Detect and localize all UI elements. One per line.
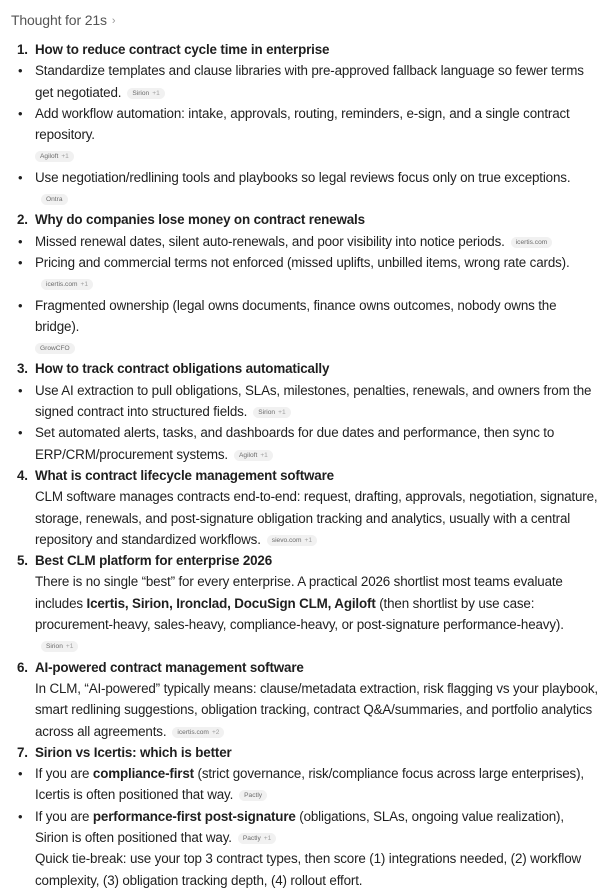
list-item <box>0 60 607 103</box>
bullet-text: Use AI extraction to pull obligations, SLAs, milestones, penalties, renewals, and owners from the signed contract into structured fields. <box>35 382 592 420</box>
bullet-text: Fragmented ownership (legal owns documents, finance owns outcomes, nobody owns the bridge). <box>35 297 557 334</box>
source-extra: +1 <box>80 281 89 289</box>
bullet-text: If you are <box>35 808 93 824</box>
source-pill[interactable] <box>41 279 93 290</box>
source-extra: +1 <box>152 89 160 97</box>
paragraph-text: Quick tie-break: use your top 3 contract types, then score (1) integrations needed, (2) workflow complexity, (3) obligation tracking depth, (4) rollout effort. <box>35 851 582 888</box>
source-pill[interactable] <box>267 535 317 546</box>
list-number: 3. <box>17 361 28 377</box>
section-heading <box>0 657 607 678</box>
source-pill[interactable] <box>239 790 267 801</box>
bullet-icon: • <box>18 766 23 782</box>
bullet-text: If you are <box>35 766 93 782</box>
source-pill[interactable] <box>238 833 277 844</box>
bullet-icon: • <box>18 105 23 121</box>
source-pill[interactable] <box>127 88 164 99</box>
bullet-text: Pricing and commercial terms not enforced (missed uplifts, unbilled items, wrong rate cards). <box>35 254 570 270</box>
source-name: Sirion <box>46 643 63 651</box>
source-pill[interactable] <box>253 407 290 418</box>
source-pill[interactable] <box>172 727 224 738</box>
section-paragraph <box>0 571 607 656</box>
list-item <box>0 422 607 465</box>
section-heading <box>0 550 607 571</box>
paragraph-bold-text: Icertis, Sirion, Ironclad, DocuSign CLM, Agiloft <box>86 595 376 611</box>
section-heading <box>0 209 607 230</box>
bullet-text: Add workflow automation: intake, approvals, routing, reminders, e-sign, and a single contract repository. <box>35 105 570 143</box>
bullet-icon: • <box>18 382 23 398</box>
source-pill[interactable] <box>41 194 68 205</box>
bullet-icon: • <box>18 425 23 441</box>
heading-text: How to track contract obligations automatically <box>35 361 330 377</box>
source-name: Sirion <box>258 409 276 417</box>
source-name: Pactly <box>242 834 261 842</box>
heading-text: AI-powered contract management software <box>35 659 304 675</box>
list-item <box>0 295 607 359</box>
bullet-icon: • <box>18 169 23 185</box>
source-name: icertis.com <box>177 728 209 736</box>
bullet-bold-text: performance-first post-signature <box>92 808 296 824</box>
bullet-bold-text: compliance-first <box>92 766 194 782</box>
list-item <box>0 806 607 849</box>
list-item <box>0 252 607 295</box>
source-extra: +1 <box>278 409 286 417</box>
answer-content <box>0 39 607 891</box>
section-paragraph <box>0 678 607 742</box>
source-pill[interactable] <box>511 237 553 248</box>
source-pill[interactable] <box>35 151 74 162</box>
heading-text: Best CLM platform for enterprise 2026 <box>35 553 273 569</box>
thought-label: Thought for 21s <box>11 12 107 28</box>
closing-paragraph <box>0 848 607 891</box>
source-name: Agiloft <box>239 451 258 459</box>
source-extra: +1 <box>61 153 69 161</box>
bullet-text: Missed renewal dates, silent auto-renewals, and poor visibility into notice periods. <box>35 233 505 249</box>
section-heading <box>0 39 607 60</box>
source-extra: +1 <box>65 643 74 651</box>
source-pill[interactable] <box>41 641 78 652</box>
paragraph-text: There is no single “best” for every enterprise. A practical 2026 shortlist most teams evaluate includes <box>35 574 563 611</box>
section-paragraph <box>0 486 607 550</box>
bullet-icon: • <box>18 233 23 249</box>
thought-toggle[interactable] <box>11 9 607 31</box>
heading-text: How to reduce contract cycle time in enterprise <box>35 42 330 57</box>
section-heading <box>0 465 607 486</box>
bullet-text: Use negotiation/redlining tools and playbooks so legal reviews focus only on true exceptions. <box>35 169 571 185</box>
source-name: icertis.com <box>46 281 78 289</box>
source-name: Ontra <box>46 196 63 204</box>
paragraph-text: (then shortlist by use case: procurement-heavy, sales-heavy, compliance-heavy, or post-signature performance-heavy). <box>35 595 564 633</box>
source-name: GrowCFO <box>40 345 70 353</box>
bullet-icon: • <box>18 254 23 270</box>
source-extra: +1 <box>304 536 312 544</box>
source-name: sievo.com <box>271 536 302 544</box>
list-number: 7. <box>17 744 28 760</box>
source-extra: +1 <box>263 834 272 842</box>
list-item <box>0 763 607 806</box>
bullet-text: (strict governance, risk/compliance focus across large enterprises), Icertis is often positioned that way. <box>35 766 584 803</box>
source-extra: +1 <box>260 451 268 459</box>
source-pill[interactable] <box>35 343 75 354</box>
list-number: 2. <box>17 212 28 228</box>
bullet-icon: • <box>18 808 23 824</box>
bullet-text: Standardize templates and clause libraries with pre-approved fallback language so fewer terms get negotiated. <box>35 63 584 100</box>
heading-text: Sirion vs Icertis: which is better <box>35 744 232 760</box>
list-item <box>0 231 607 252</box>
bullet-text: (obligations, SLAs, ongoing value realization), Sirion is often positioned that way. <box>35 808 564 845</box>
heading-text: What is contract lifecycle management software <box>35 467 334 483</box>
paragraph-text: CLM software manages contracts end-to-end: request, drafting, approvals, negotiation, signature, storage, renewals, and post-signature obligation tracking and analytics, usually with a central repository and standardized workflows. <box>35 489 598 547</box>
section-heading <box>0 742 607 763</box>
source-name: Sirion <box>132 89 150 97</box>
bullet-icon: • <box>18 297 23 313</box>
list-number: 5. <box>17 553 28 569</box>
source-name: Pactly <box>244 792 263 800</box>
section-heading <box>0 358 607 379</box>
list-number: 1. <box>17 42 28 57</box>
list-number: 4. <box>17 467 28 483</box>
list-item <box>0 380 607 423</box>
bullet-text: Set automated alerts, tasks, and dashboards for due dates and performance, then sync to ERP/CRM/procurement systems. <box>35 425 555 462</box>
list-number: 6. <box>17 659 28 675</box>
bullet-icon: • <box>18 63 23 79</box>
source-name: icertis.com <box>515 238 548 246</box>
source-extra: +2 <box>211 728 220 736</box>
source-pill[interactable] <box>234 450 273 461</box>
paragraph-text: In CLM, “AI-powered” typically means: clause/metadata extraction, risk flagging vs your playbook, smart redlining suggestions, obligation tracking, contract Q&A/summaries, and portfolio analytics across all agreements. <box>35 680 598 739</box>
chevron-right-icon: › <box>111 14 116 27</box>
list-item <box>0 103 607 167</box>
heading-text: Why do companies lose money on contract renewals <box>35 212 365 228</box>
source-name: Agiloft <box>40 153 59 161</box>
list-item <box>0 167 607 210</box>
